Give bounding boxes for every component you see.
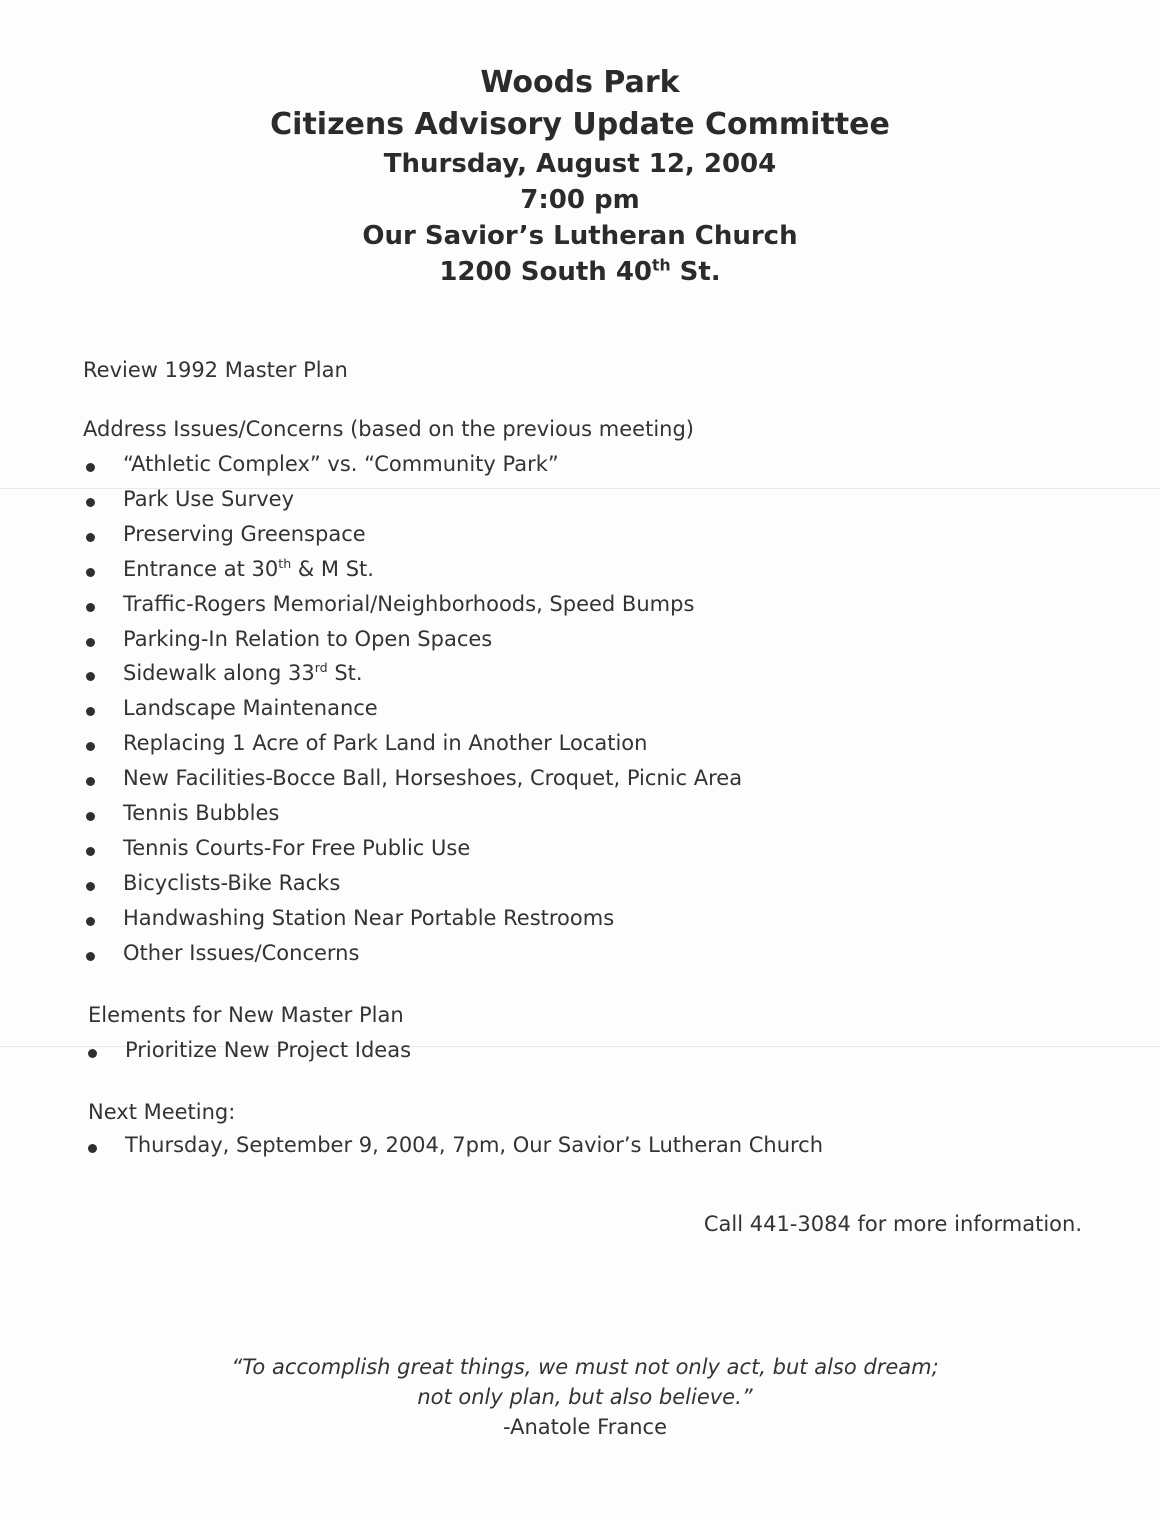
issue-text: Parking-In Relation to Open Spaces (123, 626, 493, 651)
bullet-icon (88, 1049, 97, 1058)
bullet-icon (86, 707, 95, 716)
bullet-icon (86, 882, 95, 891)
bullet-icon (86, 498, 95, 507)
contact-info: Call 441-3084 for more information. (703, 1212, 1082, 1236)
issue-text: Bicyclists-Bike Racks (123, 870, 341, 895)
header-committee: Citizens Advisory Update Committee (270, 107, 890, 142)
bullet-icon (86, 672, 95, 681)
address-heading: Address Issues/Concerns (based on the previous meeting) (83, 417, 694, 441)
quote-author: -Anatole France (502, 1415, 667, 1439)
issue-text: Preserving Greenspace (123, 521, 366, 546)
element-text: Prioritize New Project Ideas (125, 1038, 412, 1062)
bullet-icon (86, 952, 95, 961)
bullet-icon (86, 847, 95, 856)
bullet-icon (86, 533, 95, 542)
issue-text: Replacing 1 Acre of Park Land in Another Location (123, 731, 648, 756)
issue-text: Entrance at 30th & M St. (123, 555, 374, 581)
issue-text: Handwashing Station Near Portable Restrooms (123, 905, 615, 930)
issue-text: Other Issues/Concerns (123, 940, 360, 965)
meeting-header (0, 62, 1160, 290)
next-meeting-heading: Next Meeting: (88, 1100, 236, 1124)
bullet-icon (86, 638, 95, 647)
next-meeting-text: Thursday, September 9, 2004, 7pm, Our Savior’s Lutheran Church (125, 1133, 824, 1157)
issue-text: Sidewalk along 33rd St. (123, 660, 363, 686)
bullet-icon (86, 812, 95, 821)
issue-text: Tennis Courts-For Free Public Use (123, 835, 471, 860)
issue-text: Tennis Bubbles (123, 801, 280, 825)
issue-text: “Athletic Complex” vs. “Community Park” (123, 452, 559, 476)
review-item: Review 1992 Master Plan (83, 358, 348, 382)
issue-text: Park Use Survey (123, 486, 295, 511)
quote-line-1: “To accomplish great things, we must not only act, but also dream; (231, 1355, 939, 1379)
bullet-icon (86, 603, 95, 612)
bullet-icon (86, 917, 95, 926)
header-date: Thursday, August 12, 2004 (383, 149, 777, 179)
bullet-icon (86, 463, 95, 472)
closing-quote (0, 1352, 1160, 1442)
issue-text: Landscape Maintenance (123, 696, 378, 721)
header-venue: Our Savior’s Lutheran Church (362, 221, 798, 251)
bullet-icon (86, 742, 95, 751)
bullet-icon (86, 777, 95, 786)
header-time: 7:00 pm (520, 185, 640, 215)
elements-heading: Elements for New Master Plan (88, 1003, 404, 1027)
header-title: Woods Park (480, 65, 680, 100)
bullet-icon (88, 1144, 97, 1153)
bullet-icon (86, 568, 95, 577)
issue-text: New Facilities-Bocce Ball, Horseshoes, Croquet, Picnic Area (123, 766, 743, 791)
header-address: 1200 South 40th St. (439, 256, 721, 287)
quote-line-2: not only plan, but also believe.” (417, 1385, 753, 1409)
issue-text: Traffic-Rogers Memorial/Neighborhoods, Speed Bumps (123, 591, 695, 616)
